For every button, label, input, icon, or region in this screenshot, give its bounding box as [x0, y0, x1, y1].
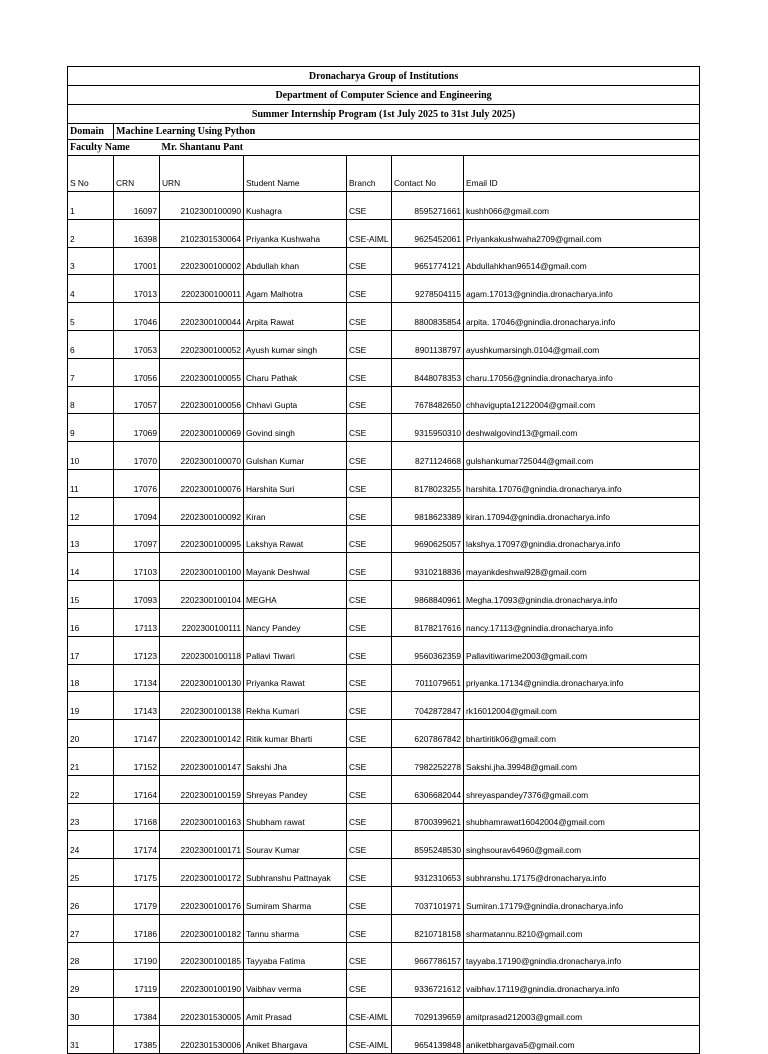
contact-no-cell: 9336721612 — [392, 970, 464, 998]
email-cell: agam.17013@gnindia.dronacharya.info — [464, 275, 700, 303]
urn-cell: 2202300100159 — [160, 775, 244, 803]
email-cell: arpita. 17046@gnindia.dronacharya.info — [464, 303, 700, 331]
crn-cell: 17076 — [114, 469, 160, 497]
email-cell: tayyaba.17190@gnindia.dronacharya.info — [464, 942, 700, 970]
crn-cell: 17119 — [114, 970, 160, 998]
faculty-label: Faculty Name — [68, 140, 160, 156]
email-cell: aniketbhargava5@gmail.com — [464, 1025, 700, 1053]
urn-cell: 2202300100171 — [160, 831, 244, 859]
table-row — [68, 525, 700, 553]
table-row — [68, 219, 700, 247]
crn-cell: 17164 — [114, 775, 160, 803]
student-name-cell: Sumiram Sharma — [244, 886, 347, 914]
urn-cell: 2202300100118 — [160, 636, 244, 664]
email-cell: nancy.17113@gnindia.dronacharya.info — [464, 608, 700, 636]
table-row — [68, 859, 700, 887]
email-cell: shreyaspandey7376@gmail.com — [464, 775, 700, 803]
contact-no-cell: 8595271661 — [392, 192, 464, 220]
student-name-cell: Chhavi Gupta — [244, 386, 347, 414]
branch-cell: CSE — [347, 636, 392, 664]
column-header-email-id: Email ID — [464, 156, 700, 192]
contact-no-cell: 9312310653 — [392, 859, 464, 887]
urn-cell: 2102300100090 — [160, 192, 244, 220]
email-cell: Priyankakushwaha2709@gmail.com — [464, 219, 700, 247]
urn-cell: 2202300100002 — [160, 247, 244, 275]
crn-cell: 17046 — [114, 303, 160, 331]
sno-cell: 14 — [68, 553, 114, 581]
student-name-cell: Charu Pathak — [244, 358, 347, 386]
program-title: Summer Internship Program (1st July 2025 to 31st July 2025) — [68, 105, 700, 124]
sno-cell: 16 — [68, 608, 114, 636]
sno-cell: 19 — [68, 692, 114, 720]
crn-cell: 17175 — [114, 859, 160, 887]
email-cell: Sakshi.jha.39948@gmail.com — [464, 747, 700, 775]
urn-cell: 2202300100092 — [160, 497, 244, 525]
table-row — [68, 581, 700, 609]
urn-cell: 2202300100070 — [160, 442, 244, 470]
sno-cell: 12 — [68, 497, 114, 525]
column-header-urn: URN — [160, 156, 244, 192]
email-cell: Abdullahkhan96514@gmail.com — [464, 247, 700, 275]
sno-cell: 5 — [68, 303, 114, 331]
sno-cell: 24 — [68, 831, 114, 859]
crn-cell: 17013 — [114, 275, 160, 303]
urn-cell: 2202300100190 — [160, 970, 244, 998]
sno-cell: 26 — [68, 886, 114, 914]
contact-no-cell: 7029139659 — [392, 998, 464, 1026]
sno-cell: 15 — [68, 581, 114, 609]
column-header-crn: CRN — [114, 156, 160, 192]
crn-cell: 17094 — [114, 497, 160, 525]
sno-cell: 2 — [68, 219, 114, 247]
urn-cell: 2202300100142 — [160, 720, 244, 748]
contact-no-cell: 8595248530 — [392, 831, 464, 859]
contact-no-cell: 8700399621 — [392, 803, 464, 831]
faculty-value: Mr. Shantanu Pant — [160, 140, 700, 156]
table-row — [68, 692, 700, 720]
table-row — [68, 358, 700, 386]
crn-cell: 17174 — [114, 831, 160, 859]
contact-no-cell: 8901138797 — [392, 330, 464, 358]
contact-no-cell: 9667786157 — [392, 942, 464, 970]
email-cell: shubhamrawat16042004@gmail.com — [464, 803, 700, 831]
email-cell: harshita.17076@gnindia.dronacharya.info — [464, 469, 700, 497]
urn-cell: 2202300100176 — [160, 886, 244, 914]
contact-no-cell: 7037101971 — [392, 886, 464, 914]
table-row — [68, 720, 700, 748]
sno-cell: 13 — [68, 525, 114, 553]
branch-cell: CSE — [347, 386, 392, 414]
crn-cell: 17385 — [114, 1025, 160, 1053]
student-name-cell: Pallavi Tiwari — [244, 636, 347, 664]
institution-title: Dronacharya Group of Institutions — [68, 67, 700, 86]
email-cell: Pallavitiwarime2003@gmail.com — [464, 636, 700, 664]
contact-no-cell: 8178023255 — [392, 469, 464, 497]
urn-cell: 2202300100138 — [160, 692, 244, 720]
crn-cell: 16398 — [114, 219, 160, 247]
email-cell: charu.17056@gnindia.dronacharya.info — [464, 358, 700, 386]
branch-cell: CSE-AIML — [347, 219, 392, 247]
column-header-contact-no: Contact No — [392, 156, 464, 192]
crn-cell: 17093 — [114, 581, 160, 609]
table-row — [68, 192, 700, 220]
sno-cell: 21 — [68, 747, 114, 775]
urn-cell: 2202300100052 — [160, 330, 244, 358]
crn-cell: 17103 — [114, 553, 160, 581]
contact-no-cell: 9868840961 — [392, 581, 464, 609]
table-row — [68, 886, 700, 914]
email-cell: priyanka.17134@gnindia.dronacharya.info — [464, 664, 700, 692]
email-cell: ayushkumarsingh.0104@gmail.com — [464, 330, 700, 358]
student-name-cell: Mayank Deshwal — [244, 553, 347, 581]
urn-cell: 2202301530006 — [160, 1025, 244, 1053]
student-name-cell: Rekha Kumari — [244, 692, 347, 720]
column-header-sno: S No — [68, 156, 114, 192]
sno-cell: 3 — [68, 247, 114, 275]
crn-cell: 17097 — [114, 525, 160, 553]
crn-cell: 17056 — [114, 358, 160, 386]
email-cell: lakshya.17097@gnindia.dronacharya.info — [464, 525, 700, 553]
table-row — [68, 386, 700, 414]
crn-cell: 17190 — [114, 942, 160, 970]
department-title: Department of Computer Science and Engineering — [68, 86, 700, 105]
branch-cell: CSE — [347, 664, 392, 692]
branch-cell: CSE — [347, 330, 392, 358]
crn-cell: 17001 — [114, 247, 160, 275]
table-row — [68, 664, 700, 692]
student-name-cell: Priyanka Rawat — [244, 664, 347, 692]
urn-cell: 2202300100076 — [160, 469, 244, 497]
attendance-sheet — [67, 66, 699, 1054]
sno-cell: 31 — [68, 1025, 114, 1053]
contact-no-cell: 7011079651 — [392, 664, 464, 692]
student-table — [67, 66, 700, 1054]
email-cell: singhsourav64960@gmail.com — [464, 831, 700, 859]
branch-cell: CSE — [347, 497, 392, 525]
urn-cell: 2202300100104 — [160, 581, 244, 609]
student-name-cell: Tayyaba Fatima — [244, 942, 347, 970]
sno-cell: 9 — [68, 414, 114, 442]
email-cell: deshwalgovind13@gmail.com — [464, 414, 700, 442]
branch-cell: CSE — [347, 942, 392, 970]
contact-no-cell: 9625452061 — [392, 219, 464, 247]
crn-cell: 17143 — [114, 692, 160, 720]
student-name-cell: Sourav Kumar — [244, 831, 347, 859]
branch-cell: CSE — [347, 608, 392, 636]
contact-no-cell: 9654139848 — [392, 1025, 464, 1053]
table-row — [68, 247, 700, 275]
table-row — [68, 275, 700, 303]
student-name-cell: Lakshya Rawat — [244, 525, 347, 553]
student-name-cell: Harshita Suri — [244, 469, 347, 497]
sno-cell: 4 — [68, 275, 114, 303]
table-row — [68, 831, 700, 859]
table-row — [68, 998, 700, 1026]
crn-cell: 17179 — [114, 886, 160, 914]
domain-label: Domain — [68, 124, 114, 140]
crn-cell: 17186 — [114, 914, 160, 942]
table-row — [68, 608, 700, 636]
branch-cell: CSE — [347, 886, 392, 914]
branch-cell: CSE — [347, 720, 392, 748]
email-cell: gulshankumar725044@gmail.com — [464, 442, 700, 470]
column-header-branch: Branch — [347, 156, 392, 192]
crn-cell: 17053 — [114, 330, 160, 358]
branch-cell: CSE — [347, 469, 392, 497]
contact-no-cell: 9818623389 — [392, 497, 464, 525]
column-header-student-name: Student Name — [244, 156, 347, 192]
student-name-cell: Nancy Pandey — [244, 608, 347, 636]
urn-cell: 2202300100130 — [160, 664, 244, 692]
urn-cell: 2202300100056 — [160, 386, 244, 414]
crn-cell: 17057 — [114, 386, 160, 414]
column-header-row — [68, 156, 700, 192]
student-name-cell: Kushagra — [244, 192, 347, 220]
contact-no-cell: 9690625057 — [392, 525, 464, 553]
contact-no-cell: 9278504115 — [392, 275, 464, 303]
branch-cell: CSE — [347, 553, 392, 581]
sno-cell: 7 — [68, 358, 114, 386]
crn-cell: 17113 — [114, 608, 160, 636]
table-row — [68, 330, 700, 358]
branch-cell: CSE — [347, 692, 392, 720]
crn-cell: 17147 — [114, 720, 160, 748]
student-name-cell: Govind singh — [244, 414, 347, 442]
table-row — [68, 942, 700, 970]
crn-cell: 17069 — [114, 414, 160, 442]
email-cell: vaibhav.17119@gnindia.dronacharya.info — [464, 970, 700, 998]
student-name-cell: Vaibhav verma — [244, 970, 347, 998]
table-row — [68, 442, 700, 470]
contact-no-cell: 8178217616 — [392, 608, 464, 636]
urn-cell: 2202300100095 — [160, 525, 244, 553]
branch-cell: CSE — [347, 747, 392, 775]
student-name-cell: Subhranshu Pattnayak — [244, 859, 347, 887]
student-name-cell: Abdullah khan — [244, 247, 347, 275]
student-name-cell: MEGHA — [244, 581, 347, 609]
branch-cell: CSE — [347, 859, 392, 887]
student-name-cell: Tannu sharma — [244, 914, 347, 942]
student-name-cell: Amit Prasad — [244, 998, 347, 1026]
sno-cell: 27 — [68, 914, 114, 942]
student-name-cell: Aniket Bhargava — [244, 1025, 347, 1053]
contact-no-cell: 7042872847 — [392, 692, 464, 720]
contact-no-cell: 6306682044 — [392, 775, 464, 803]
contact-no-cell: 8210718158 — [392, 914, 464, 942]
crn-cell: 16097 — [114, 192, 160, 220]
sno-cell: 10 — [68, 442, 114, 470]
student-name-cell: Ritik kumar Bharti — [244, 720, 347, 748]
table-row — [68, 747, 700, 775]
contact-no-cell: 9560362359 — [392, 636, 464, 664]
urn-cell: 2202300100182 — [160, 914, 244, 942]
sno-cell: 1 — [68, 192, 114, 220]
urn-cell: 2102301530064 — [160, 219, 244, 247]
student-name-cell: Agam Malhotra — [244, 275, 347, 303]
email-cell: Sumiran.17179@gnindia.dronacharya.info — [464, 886, 700, 914]
email-cell: bhartiritik06@gmail.com — [464, 720, 700, 748]
contact-no-cell: 8271124668 — [392, 442, 464, 470]
email-cell: kiran.17094@gnindia.dronacharya.info — [464, 497, 700, 525]
student-name-cell: Arpita Rawat — [244, 303, 347, 331]
branch-cell: CSE — [347, 803, 392, 831]
contact-no-cell: 9651774121 — [392, 247, 464, 275]
contact-no-cell: 7982252278 — [392, 747, 464, 775]
urn-cell: 2202300100069 — [160, 414, 244, 442]
contact-no-cell: 8448078353 — [392, 358, 464, 386]
urn-cell: 2202300100044 — [160, 303, 244, 331]
student-name-cell: Shreyas Pandey — [244, 775, 347, 803]
contact-no-cell: 9310218836 — [392, 553, 464, 581]
sno-cell: 23 — [68, 803, 114, 831]
sno-cell: 30 — [68, 998, 114, 1026]
sno-cell: 18 — [68, 664, 114, 692]
branch-cell: CSE-AIML — [347, 1025, 392, 1053]
email-cell: sharmatannu.8210@gmail.com — [464, 914, 700, 942]
sno-cell: 22 — [68, 775, 114, 803]
branch-cell: CSE — [347, 914, 392, 942]
branch-cell: CSE — [347, 442, 392, 470]
urn-cell: 2202301530005 — [160, 998, 244, 1026]
email-cell: mayankdeshwal928@gmail.com — [464, 553, 700, 581]
crn-cell: 17123 — [114, 636, 160, 664]
student-name-cell: Priyanka Kushwaha — [244, 219, 347, 247]
sno-cell: 11 — [68, 469, 114, 497]
email-cell: subhranshu.17175@dronacharya.info — [464, 859, 700, 887]
branch-cell: CSE — [347, 775, 392, 803]
email-cell: rk16012004@gmail.com — [464, 692, 700, 720]
branch-cell: CSE-AIML — [347, 998, 392, 1026]
branch-cell: CSE — [347, 192, 392, 220]
contact-no-cell: 9315950310 — [392, 414, 464, 442]
email-cell: amitprasad212003@gmail.com — [464, 998, 700, 1026]
table-row — [68, 553, 700, 581]
urn-cell: 2202300100111 — [160, 608, 244, 636]
table-row — [68, 303, 700, 331]
contact-no-cell: 6207867842 — [392, 720, 464, 748]
sno-cell: 8 — [68, 386, 114, 414]
urn-cell: 2202300100147 — [160, 747, 244, 775]
sno-cell: 6 — [68, 330, 114, 358]
email-cell: kushh066@gmail.com — [464, 192, 700, 220]
student-name-cell: Gulshan Kumar — [244, 442, 347, 470]
sno-cell: 20 — [68, 720, 114, 748]
urn-cell: 2202300100185 — [160, 942, 244, 970]
sno-cell: 17 — [68, 636, 114, 664]
branch-cell: CSE — [347, 970, 392, 998]
urn-cell: 2202300100055 — [160, 358, 244, 386]
branch-cell: CSE — [347, 303, 392, 331]
contact-no-cell: 8800835854 — [392, 303, 464, 331]
branch-cell: CSE — [347, 414, 392, 442]
branch-cell: CSE — [347, 275, 392, 303]
student-name-cell: Kiran — [244, 497, 347, 525]
urn-cell: 2202300100163 — [160, 803, 244, 831]
crn-cell: 17134 — [114, 664, 160, 692]
sno-cell: 28 — [68, 942, 114, 970]
sno-cell: 29 — [68, 970, 114, 998]
student-name-cell: Shubham rawat — [244, 803, 347, 831]
table-row — [68, 775, 700, 803]
table-row — [68, 970, 700, 998]
urn-cell: 2202300100100 — [160, 553, 244, 581]
crn-cell: 17070 — [114, 442, 160, 470]
email-cell: Megha.17093@gnindia.dronacharya.info — [464, 581, 700, 609]
table-row — [68, 636, 700, 664]
table-row — [68, 1025, 700, 1053]
crn-cell: 17168 — [114, 803, 160, 831]
table-row — [68, 469, 700, 497]
branch-cell: CSE — [347, 581, 392, 609]
crn-cell: 17152 — [114, 747, 160, 775]
student-name-cell: Sakshi Jha — [244, 747, 347, 775]
table-row — [68, 497, 700, 525]
email-cell: chhavigupta12122004@gmail.com — [464, 386, 700, 414]
branch-cell: CSE — [347, 247, 392, 275]
urn-cell: 2202300100011 — [160, 275, 244, 303]
branch-cell: CSE — [347, 831, 392, 859]
table-row — [68, 914, 700, 942]
table-row — [68, 803, 700, 831]
branch-cell: CSE — [347, 358, 392, 386]
branch-cell: CSE — [347, 525, 392, 553]
crn-cell: 17384 — [114, 998, 160, 1026]
contact-no-cell: 7678482650 — [392, 386, 464, 414]
urn-cell: 2202300100172 — [160, 859, 244, 887]
table-row — [68, 414, 700, 442]
sno-cell: 25 — [68, 859, 114, 887]
domain-value: Machine Learning Using Python — [114, 124, 700, 140]
student-name-cell: Ayush kumar singh — [244, 330, 347, 358]
